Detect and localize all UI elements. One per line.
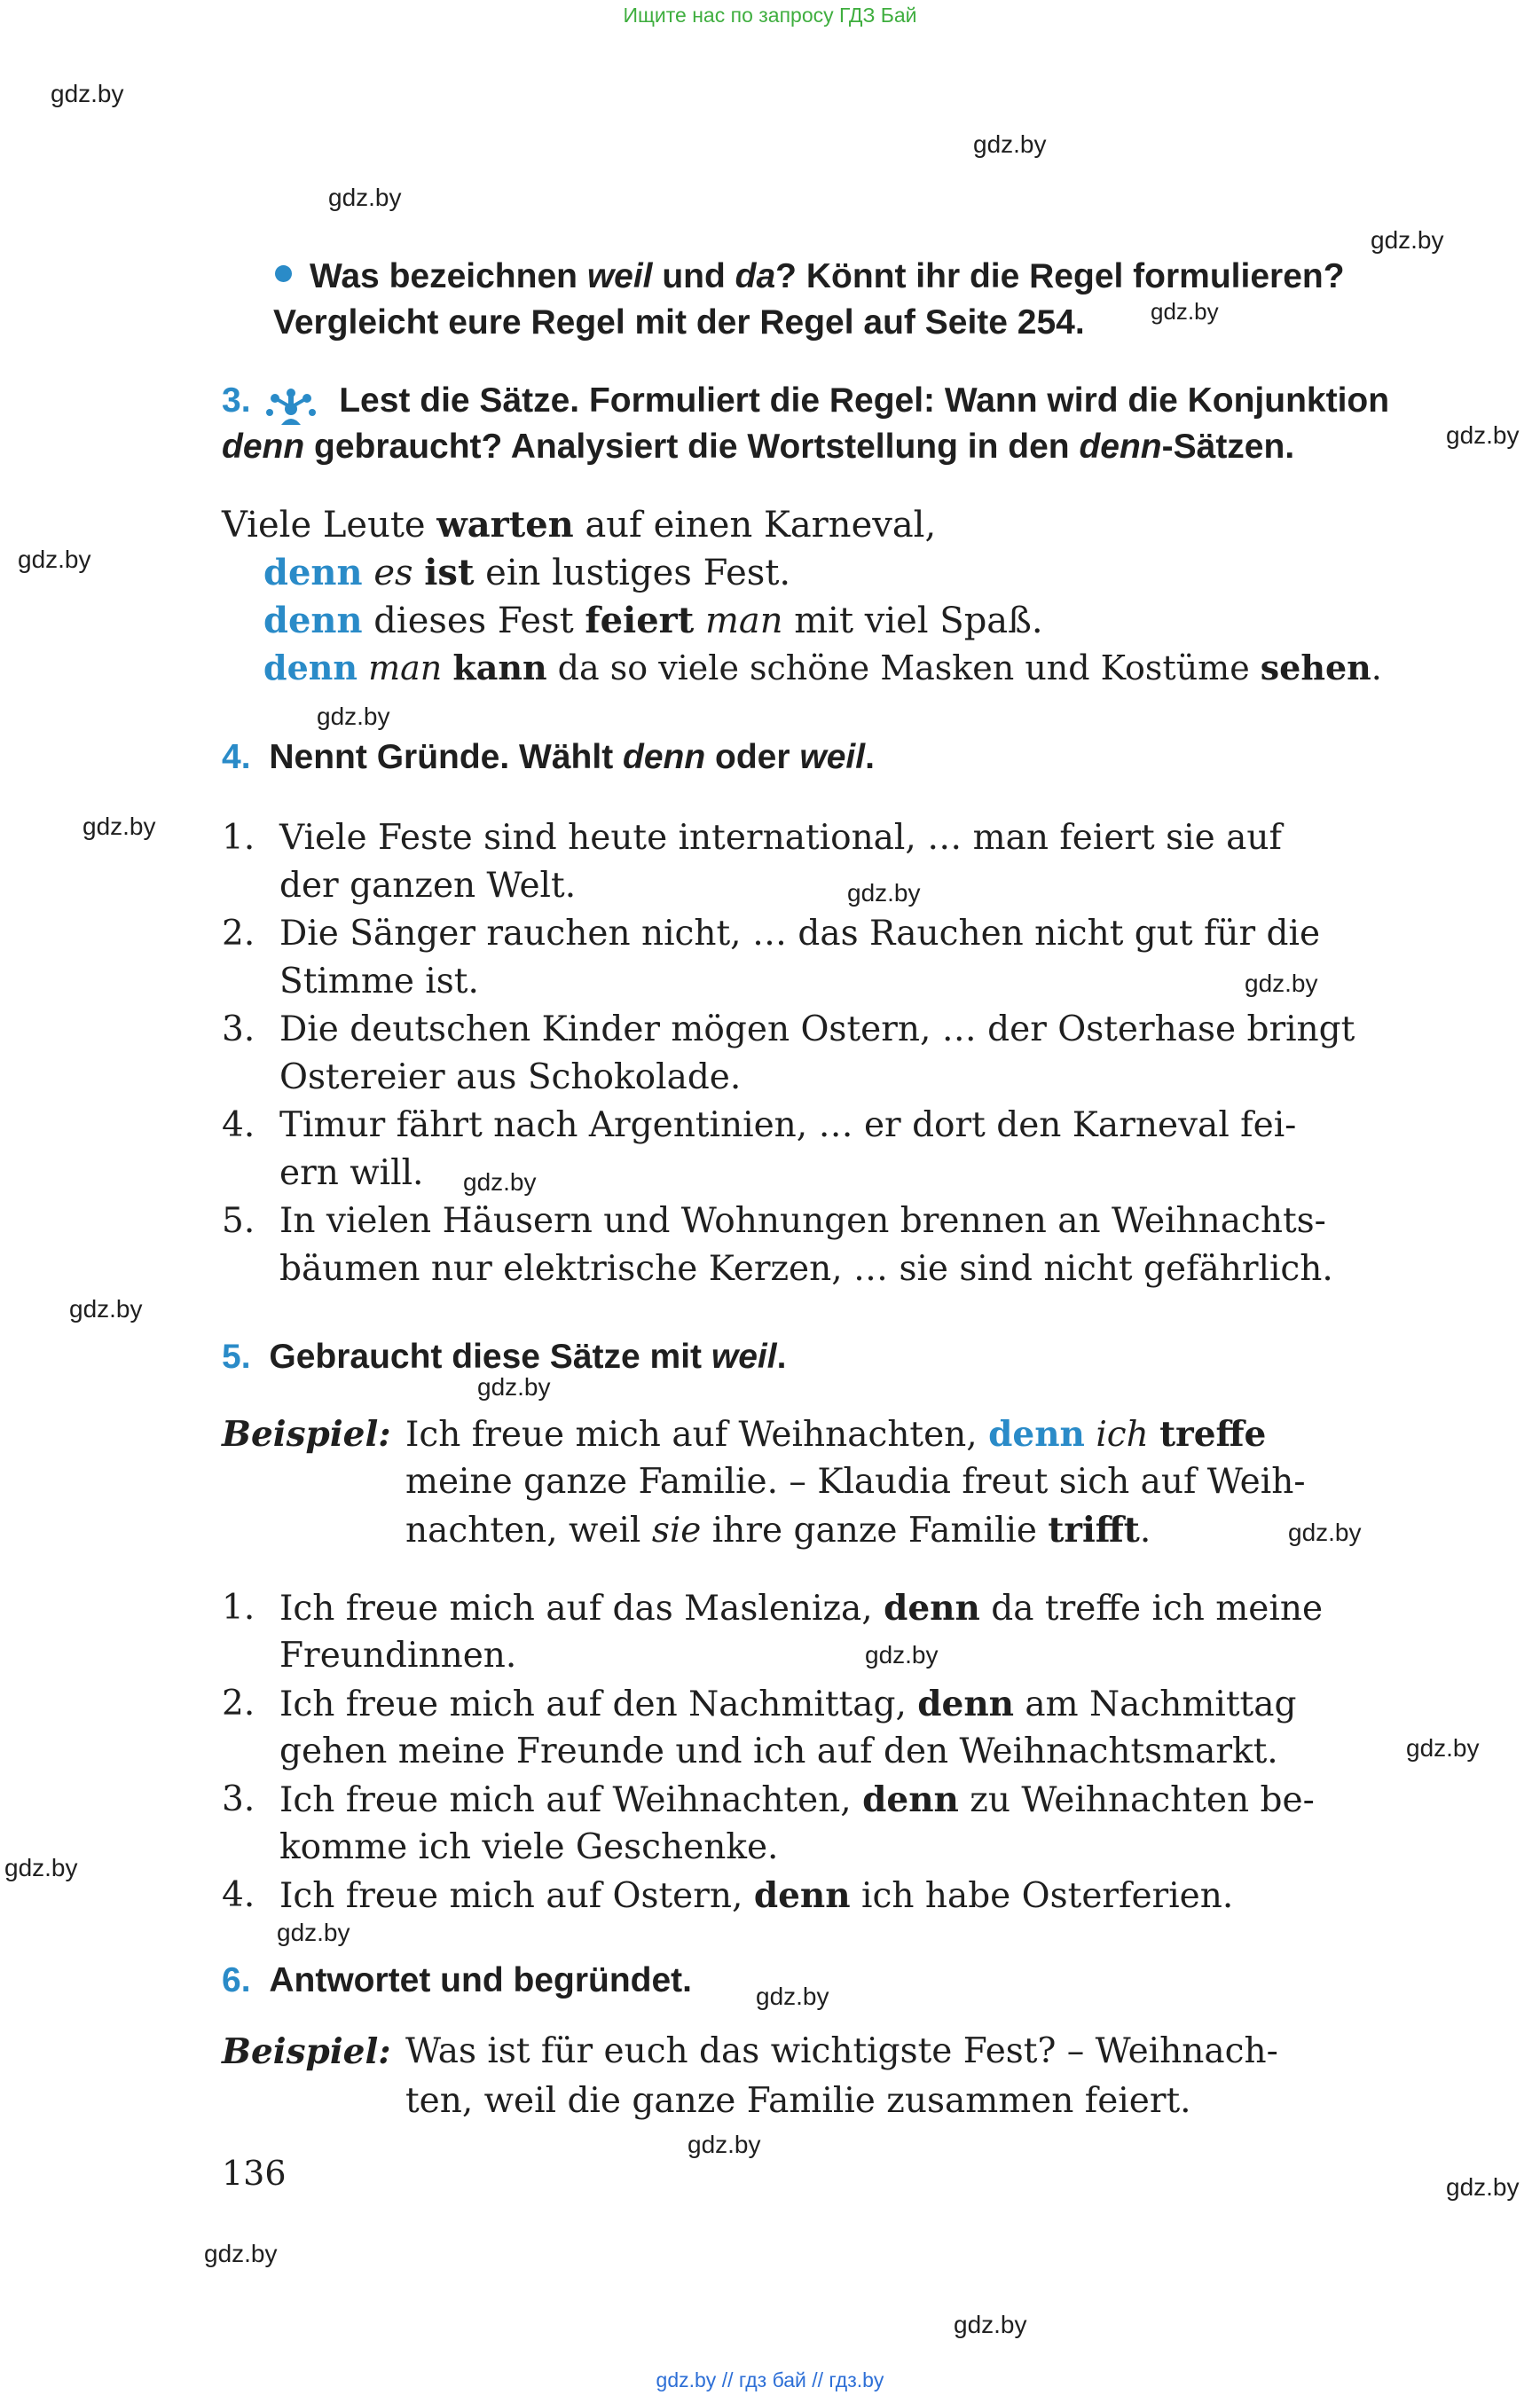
- example-label: Beispiel:: [222, 1414, 391, 1455]
- text: Ich freue mich auf Weihnachten,: [279, 1780, 863, 1820]
- text: Lest die Sätze. Formuliert die Regel: Wann wird die Konjunktion: [339, 381, 1390, 420]
- watermark: gdz.by: [204, 2240, 278, 2267]
- text: Ich freue mich auf Weihnachten,: [405, 1415, 989, 1455]
- text: [1149, 1415, 1159, 1455]
- task-4-heading: [222, 738, 875, 777]
- text: sie: [651, 1511, 702, 1551]
- text: ein lustiges Fest.: [474, 553, 791, 593]
- text: In vielen Häusern und Wohnungen brennen an Weihnachts-: [279, 1201, 1326, 1241]
- text: sehen: [1260, 648, 1371, 687]
- text: .: [1371, 648, 1382, 687]
- text: denn: [623, 738, 706, 776]
- watermark: gdz.by: [756, 1983, 829, 2010]
- text: 4.: [222, 1875, 255, 1915]
- text: da: [735, 257, 776, 295]
- bottom-banner[interactable]: gdz.by // гдз бай // гдз.by: [656, 2368, 884, 2391]
- text: denn: [263, 648, 358, 687]
- example-line-1: Was ist für euch das wichtigste Fest? – Weihnach-: [405, 2031, 1278, 2071]
- task-4-list: [222, 818, 1410, 1297]
- bullet-question: [275, 257, 1345, 296]
- text: dieses Fest: [362, 601, 585, 641]
- watermark: gdz.by: [1446, 2173, 1520, 2201]
- text: .: [1139, 1511, 1151, 1551]
- text: nachten, weil: [405, 1511, 652, 1551]
- text: 3.: [222, 1779, 255, 1819]
- text: gebraucht? Analysiert die Wortstellung in den: [304, 428, 1080, 466]
- watermark: gdz.by: [1245, 970, 1318, 997]
- watermark: gdz.by: [463, 1168, 537, 1196]
- text: Timur fährt nach Argentinien, … er dort den Karneval fei-: [279, 1105, 1297, 1145]
- task-3-heading: [222, 381, 1389, 427]
- example-line-3: [405, 1510, 1151, 1551]
- text: [363, 553, 374, 593]
- text: ist: [424, 552, 475, 593]
- karneval-line-3: [263, 648, 1382, 687]
- watermark: gdz.by: [1406, 1734, 1480, 1762]
- text: weil: [799, 738, 866, 776]
- text: ? Könnt ihr die Regel formulieren?: [775, 257, 1345, 295]
- text: auf einen Karneval,: [573, 505, 937, 546]
- text: feiert: [585, 600, 695, 641]
- watermark: gdz.by: [1151, 298, 1219, 325]
- text: denn: [988, 1414, 1085, 1455]
- text: [413, 553, 425, 593]
- task-5-list: [222, 1588, 1410, 1925]
- text: der ganzen Welt.: [279, 866, 577, 906]
- text: Viele Leute: [222, 505, 437, 546]
- text: Stimme ist.: [279, 962, 479, 1001]
- text: es: [373, 553, 413, 593]
- example-line-2: meine ganze Familie. – Klaudia freut sich auf Weih-: [405, 1462, 1306, 1502]
- text: kann: [452, 648, 547, 687]
- text: 2.: [222, 914, 255, 954]
- text: am Nachmittag: [1014, 1684, 1297, 1724]
- watermark: gdz.by: [82, 813, 156, 840]
- text: oder: [705, 738, 800, 776]
- text: [442, 648, 452, 687]
- watermark: gdz.by: [317, 703, 390, 730]
- text: Gebraucht diese Sätze mit: [269, 1338, 711, 1376]
- text: denn: [222, 428, 305, 466]
- text: ern will.: [279, 1153, 424, 1193]
- karneval-line-2: [263, 600, 1043, 641]
- text: Ich freue mich auf den Nachmittag,: [279, 1684, 918, 1724]
- watermark: gdz.by: [973, 130, 1047, 158]
- text: denn: [753, 1875, 851, 1916]
- task-3-line2: [222, 428, 1294, 467]
- text: ihre ganze Familie: [701, 1511, 1049, 1551]
- karneval-line-1: [263, 552, 790, 593]
- text: [1085, 1415, 1096, 1455]
- text: Die Sänger rauchen nicht, … das Rauchen nicht gut für die: [279, 914, 1321, 954]
- task-number: 3.: [222, 381, 251, 420]
- text: denn: [884, 1588, 980, 1629]
- watermark: gdz.by: [1288, 1519, 1362, 1546]
- text: da treffe ich meine: [979, 1589, 1324, 1629]
- text: denn: [862, 1779, 959, 1820]
- text: Antwortet und begründet.: [269, 1961, 692, 1999]
- text: weil: [586, 257, 653, 295]
- text: komme ich viele Geschenke.: [279, 1827, 779, 1867]
- text: trifft: [1048, 1510, 1140, 1551]
- text: Nennt Gründe. Wählt: [269, 738, 624, 776]
- top-banner[interactable]: Ищите нас по запросу ГДЗ Бай: [623, 4, 917, 27]
- text: -Sätzen.: [1161, 428, 1295, 466]
- task-5-heading: [222, 1338, 786, 1377]
- watermark: gdz.by: [1446, 421, 1520, 449]
- text: denn: [1079, 428, 1162, 466]
- text: 2.: [222, 1684, 255, 1724]
- text: ich: [1096, 1415, 1149, 1455]
- text: Was bezeichnen: [310, 257, 587, 295]
- text: Ostereier aus Schokolade.: [279, 1057, 742, 1097]
- text: man: [704, 601, 783, 641]
- text: 1.: [222, 1588, 255, 1628]
- watermark: gdz.by: [69, 1295, 143, 1323]
- watermark: gdz.by: [954, 2311, 1027, 2338]
- watermark: gdz.by: [477, 1373, 551, 1401]
- text: denn: [263, 552, 363, 593]
- text: gehen meine Freunde und ich auf den Weihnachtsmarkt.: [279, 1732, 1278, 1771]
- watermark: gdz.by: [18, 546, 91, 573]
- task-number: 5.: [222, 1338, 251, 1376]
- text: warten: [436, 504, 574, 546]
- watermark: gdz.by: [277, 1919, 350, 1946]
- text: .: [865, 738, 875, 776]
- text: treffe: [1159, 1414, 1267, 1455]
- example-line-2: ten, weil die ganze Familie zusammen feiert.: [405, 2081, 1191, 2121]
- text: denn: [917, 1684, 1015, 1724]
- watermark: gdz.by: [51, 80, 124, 107]
- bullet-question-line2: Vergleicht eure Regel mit der Regel auf Seite 254.: [273, 303, 1085, 342]
- example-label: Beispiel:: [222, 2031, 391, 2072]
- watermark: gdz.by: [4, 1854, 78, 1881]
- text: mit viel Spaß.: [782, 601, 1043, 641]
- text: man: [368, 648, 443, 687]
- task-6-heading: [222, 1961, 692, 2000]
- text: 1.: [222, 818, 255, 858]
- task-6-example: [222, 2031, 1410, 2129]
- task-number: 6.: [222, 1961, 251, 1999]
- text: [358, 648, 368, 687]
- watermark: gdz.by: [865, 1641, 939, 1669]
- text: bäumen nur elektrische Kerzen, … sie sind nicht gefährlich.: [279, 1249, 1333, 1289]
- text: 4.: [222, 1105, 255, 1145]
- text: Ich freue mich auf das Masleniza,: [279, 1589, 884, 1629]
- text: [694, 601, 705, 641]
- text: 3.: [222, 1009, 255, 1049]
- watermark: gdz.by: [1371, 226, 1444, 254]
- example-line-1: [405, 1414, 1266, 1455]
- watermark: gdz.by: [847, 879, 921, 907]
- text: zu Weihnachten be-: [958, 1780, 1315, 1820]
- watermark: gdz.by: [688, 2131, 761, 2158]
- task-number: 4.: [222, 738, 251, 776]
- text: denn: [263, 600, 363, 641]
- text: Ich freue mich auf Ostern,: [279, 1876, 754, 1916]
- text: 5.: [222, 1201, 255, 1241]
- text: Viele Feste sind heute international, … man feiert sie auf: [279, 818, 1282, 858]
- text: und: [652, 257, 735, 295]
- text: ich habe Osterferien.: [850, 1876, 1234, 1916]
- bullet-dot-icon: [275, 265, 292, 282]
- text: weil: [711, 1338, 777, 1376]
- task-5-example: [222, 1414, 1410, 1565]
- watermark: gdz.by: [328, 184, 402, 211]
- text: .: [776, 1338, 787, 1376]
- group-work-icon: [263, 385, 318, 427]
- text: Freundinnen.: [279, 1636, 517, 1676]
- text: da so viele schöne Masken und Kostüme: [546, 648, 1261, 687]
- page-number: 136: [222, 2154, 287, 2193]
- text: Die deutschen Kinder mögen Ostern, … der Osterhase bringt: [279, 1009, 1355, 1049]
- karneval-intro: [222, 504, 936, 546]
